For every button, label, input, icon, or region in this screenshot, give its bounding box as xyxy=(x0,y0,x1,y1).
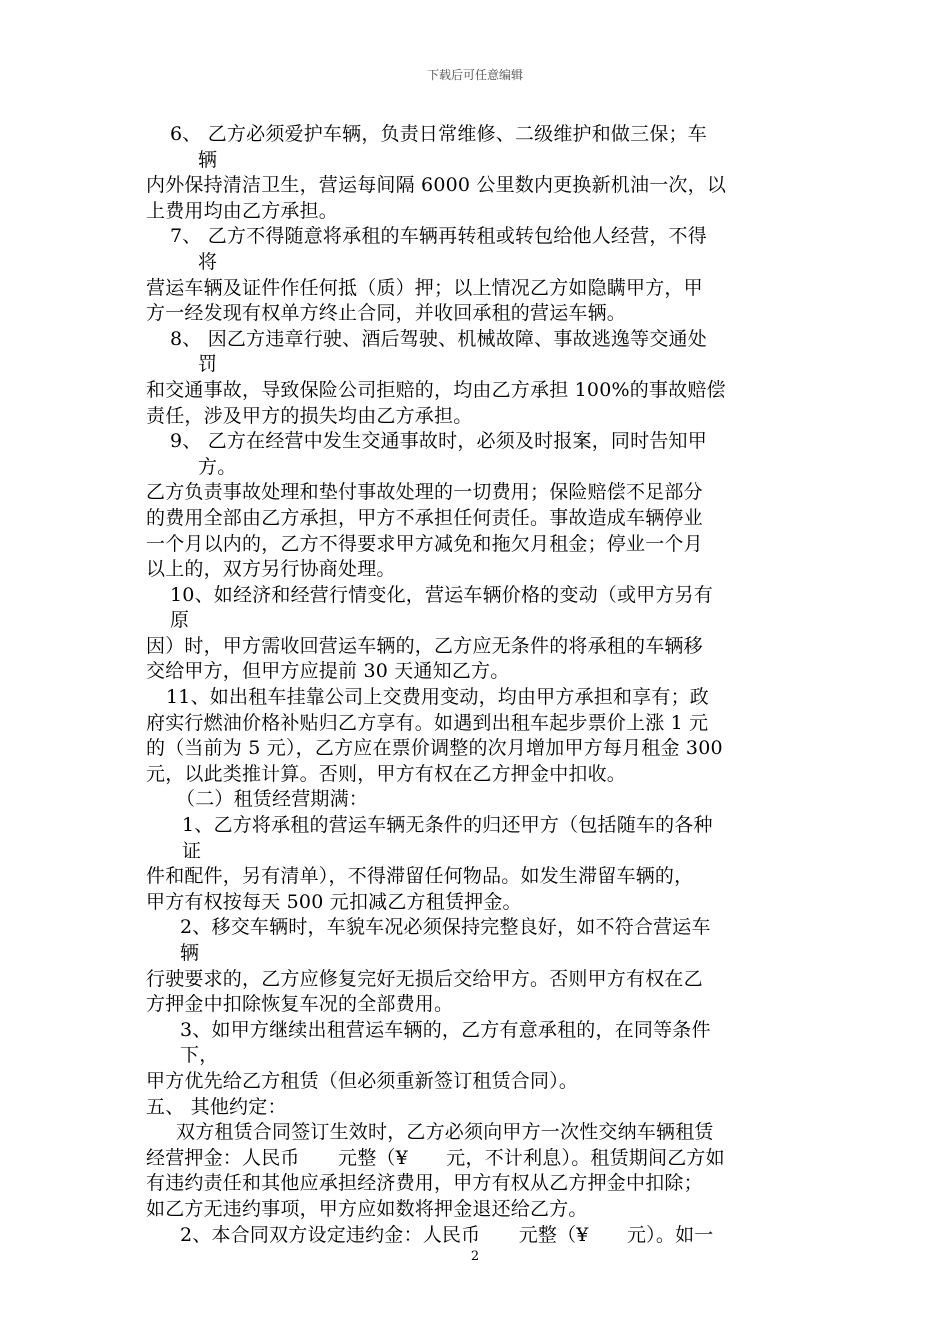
text-line: 下， xyxy=(180,1044,219,1067)
text-line: 责任，涉及甲方的损失均由乙方承担。 xyxy=(146,404,473,427)
text-line: 甲方有权按每天 500 元扣减乙方租赁押金。 xyxy=(146,890,522,913)
text-line: 2、移交车辆时，车貌车况必须保持完整良好，如不符合营运车 xyxy=(180,916,711,939)
text-line: 10、如经济和经营行情变化，营运车辆价格的变动（或甲方另有 xyxy=(170,583,713,606)
text-line: 8、 因乙方违章行驶、酒后驾驶、机械故障、事故逃逸等交通处 xyxy=(170,327,707,350)
text-line: 乙方负责事故处理和垫付事故处理的一切费用；保险赔偿不足部分 xyxy=(146,481,703,504)
text-line: 将 xyxy=(198,250,218,273)
text-line: 营运车辆及证件作任何抵（质）押；以上情况乙方如隐瞒甲方，甲 xyxy=(146,276,703,299)
text-line: 7、 乙方不得随意将承租的车辆再转租或转包给他人经营，不得 xyxy=(170,225,707,248)
text-line: 辆 xyxy=(198,148,218,171)
text-line: 2、本合同双方设定违约金：人民币 元整（¥ 元）。如一 xyxy=(180,1223,714,1246)
text-line: 11、如出租车挂靠公司上交费用变动，均由甲方承担和享有；政 xyxy=(166,686,709,709)
text-line: 原 xyxy=(170,609,190,632)
text-line: 行驶要求的，乙方应修复完好无损后交给甲方。否则甲方有权在乙 xyxy=(146,967,703,990)
text-line: 6、 乙方必须爱护车辆，负责日常维修、二级维护和做三保；车 xyxy=(170,123,707,145)
text-line: 和交通事故，导致保险公司拒赔的，均由乙方承担 100%的事故赔偿 xyxy=(146,378,726,401)
text-line: 五、 其他约定： xyxy=(146,1095,287,1118)
text-line: 上费用均由乙方承担。 xyxy=(146,199,339,222)
text-line: 一个月以内的，乙方不得要求甲方减免和拖欠月租金；停业一个月 xyxy=(146,532,703,555)
document-body xyxy=(146,122,808,1248)
text-line: 以上的，双方另行协商处理。 xyxy=(146,558,396,581)
text-line: （二）租赁经营期满： xyxy=(176,788,369,811)
text-line: 双方租赁合同签订生效时，乙方必须向甲方一次性交纳车辆租赁 xyxy=(176,1121,714,1144)
text-line: 方一经发现有权单方终止合同，并收回承租的营运车辆。 xyxy=(146,302,627,325)
text-line: 件和配件，另有清单），不得滞留任何物品。如发生滞留车辆的， xyxy=(146,865,694,888)
text-line: 交给甲方，但甲方应提前 30 天通知乙方。 xyxy=(146,660,510,683)
text-line: 因）时，甲方需收回营运车辆的，乙方应无条件的将承租的车辆移 xyxy=(146,634,703,657)
text-line: 内外保持清洁卫生，营运每间隔 6000 公里数内更换新机油一次，以 xyxy=(146,174,727,197)
text-line: 9、 乙方在经营中发生交通事故时，必须及时报案，同时告知甲 xyxy=(170,430,707,453)
text-line: 府实行燃油价格补贴归乙方享有。如遇到出租车起步票价上涨 1 元 xyxy=(146,711,709,734)
text-line: 方押金中扣除恢复车况的全部费用。 xyxy=(146,993,454,1016)
text-line: 1、乙方将承租的营运车辆无条件的归还甲方（包括随车的各种 xyxy=(182,814,713,837)
text-line: 辆 xyxy=(180,942,200,964)
text-line: 方。 xyxy=(198,455,237,478)
text-line: 3、如甲方继续出租营运车辆的，乙方有意承租的，在同等条件 xyxy=(180,1018,711,1041)
page-number: 2 xyxy=(470,1249,480,1264)
text-line: 有违约责任和其他应承担经济费用，甲方有权从乙方押金中扣除； xyxy=(146,1172,703,1195)
text-line: 如乙方无违约事项，甲方应如数将押金退还给乙方。 xyxy=(146,1197,588,1220)
text-line: 甲方优先给乙方租赁（但必须重新签订租赁合同）。 xyxy=(146,1069,579,1092)
text-line: 罚 xyxy=(198,353,218,376)
text-line: 元，以此类推计算。否则，甲方有权在乙方押金中扣收。 xyxy=(146,762,627,785)
text-line: 的（当前为 5 元），乙方应在票价调整的次月增加甲方每月租金 300 xyxy=(146,737,723,760)
text-line: 经营押金：人民币 元整（¥ 元，不计利息）。租赁期间乙方如 xyxy=(146,1146,725,1169)
page-header: 下载后可任意编辑 xyxy=(426,68,523,82)
text-line: 证 xyxy=(182,839,202,862)
text-line: 的费用全部由乙方承担，甲方不承担任何责任。事故造成车辆停业 xyxy=(146,506,703,529)
